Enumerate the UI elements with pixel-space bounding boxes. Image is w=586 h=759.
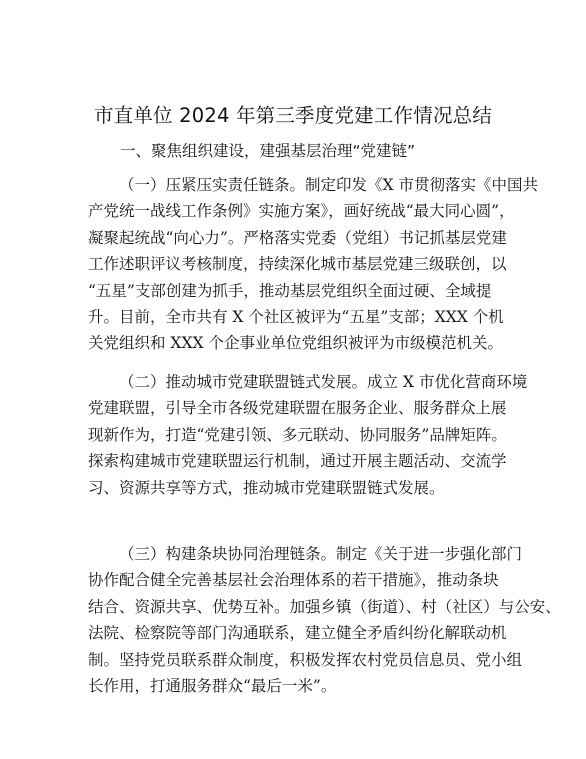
paragraph-line: （二）推动城市党建联盟链式发展。成立 X 市优化营商环境 [119, 373, 528, 391]
paragraph-line: 产党统一战线工作条例》实施方案》，画好统战“最大同心圆”， [88, 202, 515, 221]
paragraph-line: （三）构建条块协同治理链条。制定《关于进一步强化部门 [119, 545, 523, 563]
paragraph-line: 工作述职评议考核制度，持续深化城市基层党建三级联创，以 [88, 255, 507, 274]
paragraph-line: 习、资源共享等方式，推动城市党建联盟链式发展。 [88, 478, 445, 497]
paragraph-line: 长作用，打通服务群众“最后一米”。 [88, 676, 337, 695]
paragraph-line: “五星”支部创建为抓手，推动基层党组织全面过硬、全域提 [88, 281, 492, 300]
paragraph-line: 凝聚起统战“向心力”。严格落实党委（党组）书记抓基层党建 [88, 228, 507, 247]
paragraph-line: 探索构建城市党建联盟运行机制，通过开展主题活动、交流学 [88, 452, 507, 471]
paragraph-line: 制。坚持党员联系群众制度，积极发挥农村党员信息员、党小组 [88, 650, 523, 669]
document-title: 市直单位 2024 年第三季度党建工作情况总结 [93, 104, 493, 127]
paragraph-line: 法院、检察院等部门沟通联系，建立健全矛盾纠纷化解联动机 [88, 624, 507, 643]
paragraph-1 [88, 172, 538, 357]
paragraph-line: 党建联盟，引导全市各级党建联盟在服务企业、服务群众上展 [88, 399, 507, 418]
section-heading: 一、聚焦组织建设，建强基层治理“党建链” [120, 142, 416, 160]
paragraph-line: 现新作为，打造“党建引领、多元联动、协同服务”品牌矩阵。 [88, 425, 507, 444]
paragraph-line: 协作配合健全完善基层社会治理体系的若干措施》，推动条块 [88, 571, 499, 590]
paragraph-3 [88, 541, 561, 699]
paragraph-line: （一）压紧压实责任链条。制定印发《X 市贯彻落实《中国共 [119, 176, 538, 194]
paragraph-line: 结合、资源共享、优势互补。加强乡镇（街道）、村（社区）与公安、 [88, 597, 561, 616]
paragraph-2 [88, 369, 528, 501]
paragraph-line: 升。目前，全市共有 X 个社区被评为“五星”支部；XXX 个机 [88, 307, 504, 326]
paragraph-line: 关党组织和 XXX 个企事业单位党组织被评为市级模范机关。 [88, 334, 503, 353]
